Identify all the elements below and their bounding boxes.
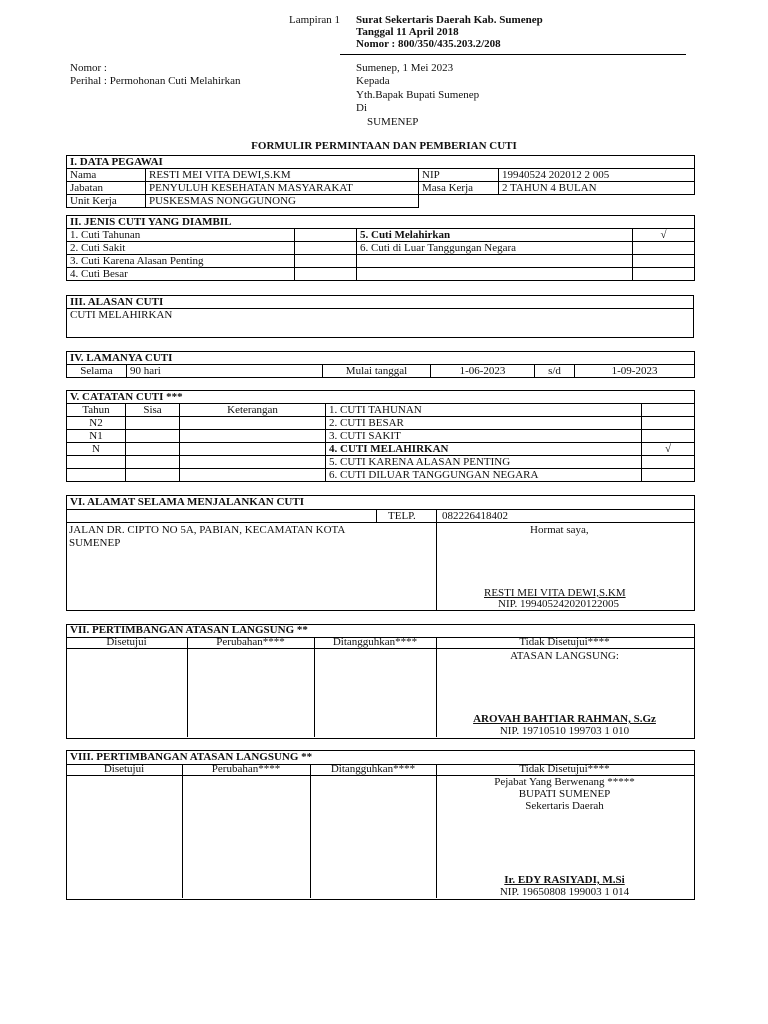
nip-label: NIP [419, 169, 499, 182]
col-keterangan: Keterangan [180, 404, 326, 417]
section-jenis-cuti [66, 215, 695, 281]
leave-type-item [357, 268, 633, 281]
section2-title: II. JENIS CUTI YANG DIAMBIL [67, 216, 695, 229]
note-ket[interactable] [180, 417, 326, 430]
selama-label: Selama [67, 365, 127, 378]
note-check[interactable] [642, 404, 695, 417]
atasan-role: ATASAN LANGSUNG: [510, 650, 619, 662]
leave-type-item: 3. Cuti Karena Alasan Penting [67, 255, 295, 268]
check-mark: √ [665, 443, 672, 455]
leave-type-checkbox[interactable] [295, 242, 357, 255]
form-title: FORMULIR PERMINTAAN DAN PEMBERIAN CUTI [251, 140, 517, 152]
letter-place-date: Sumenep, 1 Mei 2023 [356, 62, 454, 74]
pejabat-line2: BUPATI SUMENEP [518, 788, 611, 800]
letter-di: Di [356, 102, 367, 114]
header-rule [340, 54, 686, 55]
masa-kerja-value: 2 TAHUN 4 BULAN [499, 182, 695, 195]
jabatan-value: PENYULUH KESEHATAN MASYARAKAT [146, 182, 419, 195]
lampiran-label: Lampiran 1 [289, 14, 341, 26]
leave-type-checkbox[interactable] [295, 268, 357, 281]
section-catatan-cuti [66, 390, 695, 482]
hormat-saya: Hormat saya, [530, 524, 589, 536]
leave-type-item: 6. Cuti di Luar Tanggungan Negara [357, 242, 633, 255]
note-type: 2. CUTI BESAR [326, 417, 642, 430]
applicant-nip: NIP. 199405242020122005 [498, 598, 620, 610]
leave-type-item [357, 255, 633, 268]
section-lamanya-cuti [66, 351, 695, 378]
jabatan-label: Jabatan [67, 182, 146, 195]
alasan-value: CUTI MELAHIRKAN [67, 309, 694, 338]
section-alasan-cuti [66, 295, 694, 338]
section3-title: III. ALASAN CUTI [67, 296, 694, 309]
leave-type-checkbox[interactable] [633, 229, 695, 242]
alamat-line1: JALAN DR. CIPTO NO 5A, PABIAN, KECAMATAN KOTA [69, 524, 346, 536]
note-year: N1 [67, 430, 126, 443]
note-year [67, 456, 126, 469]
note-check[interactable] [642, 469, 695, 482]
lampiran-date: Tanggal 11 April 2018 [356, 26, 459, 38]
col-ditangguhkan: Ditangguhkan**** [330, 763, 416, 775]
col-tidak-disetujui: Tidak Disetujui**** [519, 636, 610, 648]
section-data-pegawai [66, 155, 695, 208]
note-sisa[interactable] [126, 469, 180, 482]
lampiran-text: Surat Sekertaris Daerah Kab. Sumenep [356, 14, 543, 26]
leave-type-checkbox[interactable] [295, 255, 357, 268]
col-tidak-disetujui: Tidak Disetujui**** [519, 763, 610, 775]
note-year: N2 [67, 417, 126, 430]
note-year [67, 469, 126, 482]
letter-kepada: Kepada [356, 75, 390, 87]
note-check[interactable] [642, 456, 695, 469]
note-type: 5. CUTI KARENA ALASAN PENTING [326, 456, 642, 469]
note-sisa[interactable] [126, 417, 180, 430]
telp-value: 082226418402 [442, 510, 508, 522]
col-disetujui: Disetujui [103, 763, 145, 775]
col-perubahan: Perubahan**** [216, 636, 285, 648]
nama-label: Nama [67, 169, 146, 182]
note-sisa[interactable] [126, 456, 180, 469]
col-tahun: Tahun [67, 404, 126, 417]
letter-number-label: Nomor : [70, 62, 107, 74]
applicant-name: RESTI MEI VITA DEWI,S.KM [484, 587, 626, 599]
section6-title: VI. ALAMAT SELAMA MENJALANKAN CUTI [70, 496, 304, 508]
pejabat-nip: NIP. 19650808 199003 1 014 [499, 886, 630, 898]
section5-title: V. CATATAN CUTI *** [67, 391, 695, 404]
pejabat-line3: Sekertaris Daerah [525, 800, 604, 812]
col-sisa: Sisa [126, 404, 180, 417]
note-check[interactable] [642, 443, 695, 456]
letter-city: SUMENEP [367, 116, 419, 128]
telp-label: TELP. [388, 510, 416, 522]
leave-type-item: 1. Cuti Tahunan [67, 229, 295, 242]
letter-subject: Perihal : Permohonan Cuti Melahirkan [70, 75, 241, 87]
masa-kerja-label: Masa Kerja [419, 182, 499, 195]
col-perubahan: Perubahan**** [211, 763, 281, 775]
col-ditangguhkan: Ditangguhkan**** [332, 636, 418, 648]
note-ket[interactable] [180, 456, 326, 469]
section7-title: VII. PERTIMBANGAN ATASAN LANGSUNG ** [70, 624, 308, 636]
leave-type-item: 4. Cuti Besar [67, 268, 295, 281]
check-mark: √ [660, 229, 667, 241]
leave-type-checkbox[interactable] [295, 229, 357, 242]
unit-kerja-label: Unit Kerja [67, 195, 146, 208]
alamat-line2: SUMENEP [69, 537, 121, 549]
note-year: N [67, 443, 126, 456]
col-disetujui: Disetujui [106, 636, 147, 648]
section1-title: I. DATA PEGAWAI [67, 156, 695, 169]
leave-type-checkbox[interactable] [633, 268, 695, 281]
section4-title: IV. LAMANYA CUTI [67, 352, 695, 365]
leave-type-item: 2. Cuti Sakit [67, 242, 295, 255]
selama-value: 90 hari [127, 365, 323, 378]
note-type: 3. CUTI SAKIT [326, 430, 642, 443]
mulai-value: 1-06-2023 [431, 365, 535, 378]
lampiran-number: Nomor : 800/350/435.203.2/208 [356, 38, 501, 50]
leave-type-checkbox[interactable] [633, 255, 695, 268]
note-ket[interactable] [180, 443, 326, 456]
sampai-value: 1-09-2023 [575, 365, 695, 378]
note-type: 6. CUTI DILUAR TANGGUNGAN NEGARA [326, 469, 642, 482]
sd-label: s/d [535, 365, 575, 378]
note-ket[interactable] [180, 430, 326, 443]
note-sisa[interactable] [126, 443, 180, 456]
nama-value: RESTI MEI VITA DEWI,S.KM [146, 169, 419, 182]
note-check[interactable] [642, 417, 695, 430]
leave-type-checkbox[interactable] [633, 242, 695, 255]
atasan-name: AROVAH BAHTIAR RAHMAN, S.Gz [473, 713, 656, 725]
mulai-label: Mulai tanggal [323, 365, 431, 378]
pejabat-line1: Pejabat Yang Berwenang ***** [494, 776, 635, 788]
note-type: 4. CUTI MELAHIRKAN [326, 443, 642, 456]
pejabat-name: Ir. EDY RASIYADI, M.Si [504, 874, 625, 886]
leave-type-item: 5. Cuti Melahirkan [357, 229, 633, 242]
note-sisa[interactable] [126, 430, 180, 443]
atasan-nip: NIP. 19710510 199703 1 010 [499, 725, 630, 737]
note-ket[interactable] [180, 469, 326, 482]
unit-kerja-value: PUSKESMAS NONGGUNONG [146, 195, 419, 208]
note-check[interactable] [642, 430, 695, 443]
nip-value: 19940524 202012 2 005 [499, 169, 695, 182]
section8-title: VIII. PERTIMBANGAN ATASAN LANGSUNG ** [70, 751, 313, 763]
note-type: 1. CUTI TAHUNAN [326, 404, 642, 417]
letter-recipient: Yth.Bapak Bupati Sumenep [356, 89, 480, 101]
